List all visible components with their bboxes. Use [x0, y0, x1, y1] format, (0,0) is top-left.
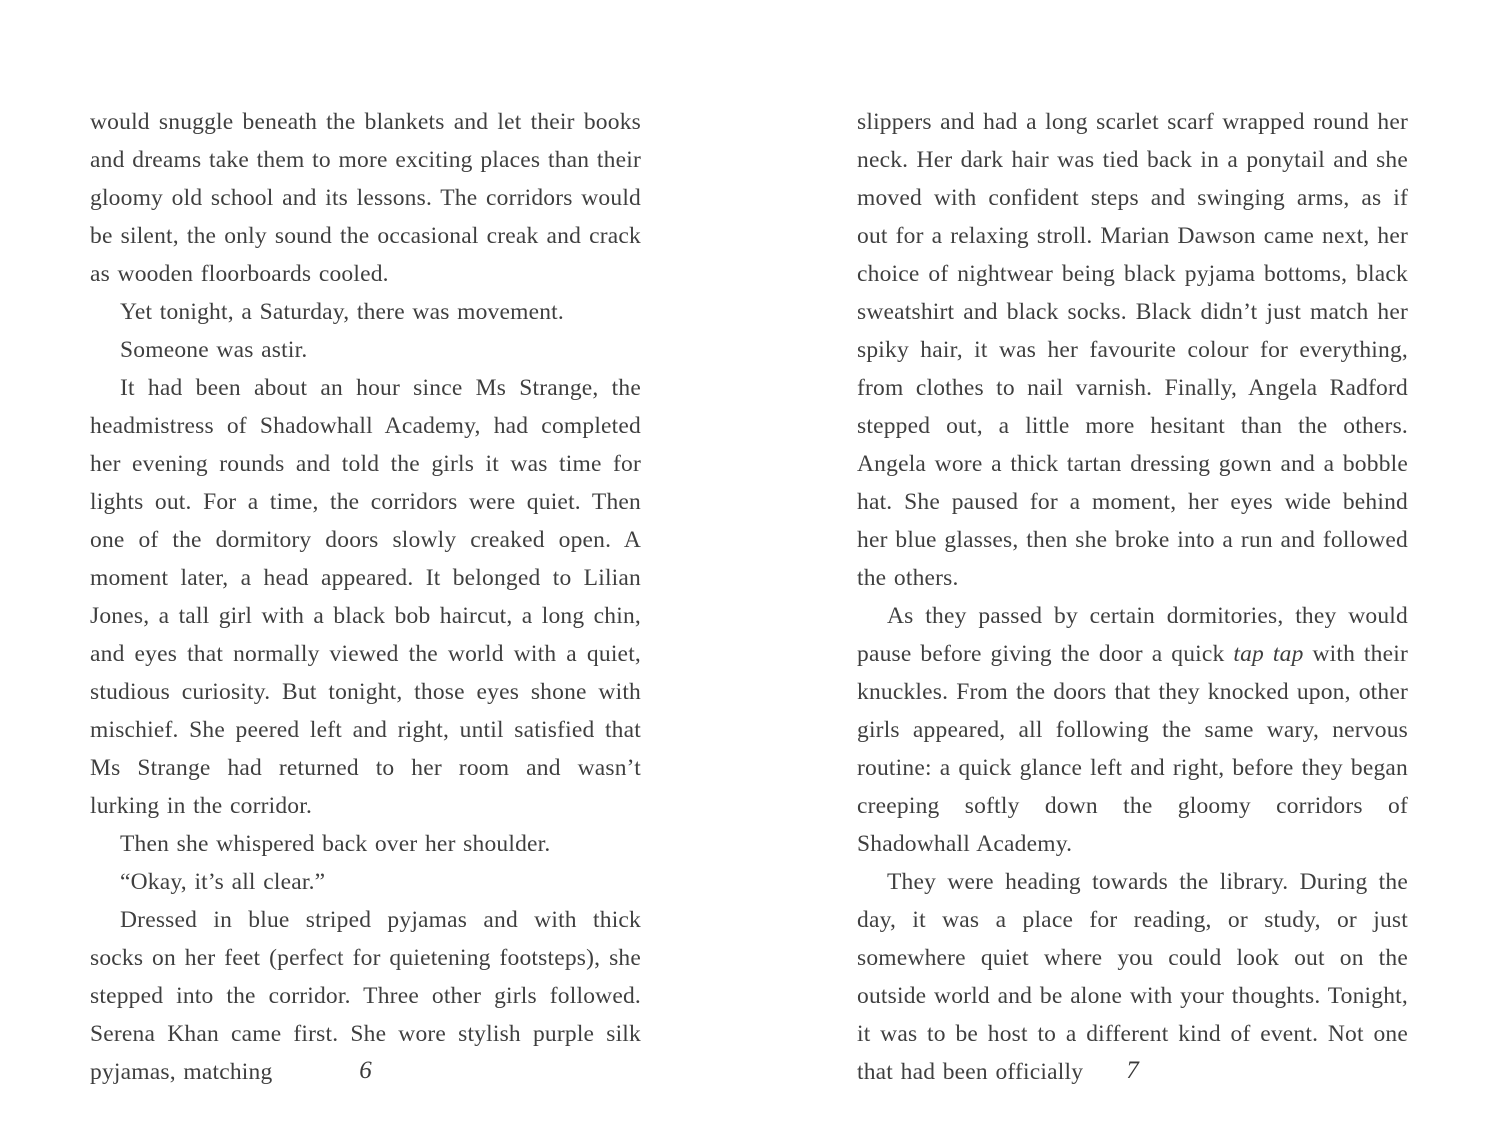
paragraph-text-italic: tap tap	[1233, 641, 1304, 667]
paragraph-text: Yet tonight, a Saturday, there was movement.	[120, 299, 564, 325]
paragraph-text: with their knuckles. From the doors that they knocked upon, other girls appeared, all following the same wary, nervous routine: a quick glance left and right, before they began creeping softly down the gloomy corridors of Shadowhall Academy.	[857, 641, 1408, 857]
left-page-text-column	[90, 103, 641, 1091]
paragraph-text: Then she whispered back over her shoulder.	[120, 831, 551, 857]
paragraph	[90, 825, 641, 863]
paragraph-text: slippers and had a long scarlet scarf wrapped round her neck. Her dark hair was tied back in a ponytail and she moved with confident steps and swinging arms, as if out for a relaxing stroll. Marian Dawson came next, her choice of nightwear being black pyjama bottoms, black sweatshirt and black socks. Black didn’t just match her spiky hair, it was her favourite colour for everything, from clothes to nail varnish. Finally, Angela Radford stepped out, a little more hesitant than the others. Angela wore a thick tartan dressing gown and a bobble hat. She paused for a moment, her eyes wide behind her blue glasses, then she broke into a run and followed the others.	[857, 109, 1408, 591]
paragraph	[90, 863, 641, 901]
paragraph-text: Someone was astir.	[120, 337, 308, 363]
paragraph	[90, 293, 641, 331]
paragraph-text: “Okay, it’s all clear.”	[120, 869, 326, 895]
paragraph	[90, 369, 641, 825]
paragraph	[857, 597, 1408, 863]
paragraph	[90, 331, 641, 369]
paragraph-text: It had been about an hour since Ms Strange, the headmistress of Shadowhall Academy, had completed her evening rounds and told the girls it was time for lights out. For a time, the corridors were quiet. Then one of the dormitory doors slowly creaked open. A moment later, a head appeared. It belonged to Lilian Jones, a tall girl with a black bob haircut, a long chin, and eyes that normally viewed the world with a quiet, studious curiosity. But tonight, those eyes shone with mischief. She peered left and right, until satisfied that Ms Strange had returned to her room and wasn’t lurking in the corridor.	[90, 375, 641, 819]
paragraph	[857, 103, 1408, 597]
right-page-text-column	[857, 103, 1408, 1091]
paragraph-text: They were heading towards the library. During the day, it was a place for reading, or study, or just somewhere quiet where you could look out on the outside world and be alone with your thoughts. Tonight, it was to be host to a different kind of event. Not one that had been officially	[857, 869, 1408, 1085]
paragraph	[90, 103, 641, 293]
left-page-number: 6	[359, 1057, 372, 1084]
right-page-number: 7	[1126, 1057, 1139, 1084]
paragraph-text: Dressed in blue striped pyjamas and with thick socks on her feet (perfect for quietening footsteps), she stepped into the corridor. Three other girls followed. Serena Khan came first. She wore stylish purple silk pyjamas, matching	[90, 907, 641, 1085]
paragraph-text: would snuggle beneath the blankets and let their books and dreams take them to more exciting places than their gloomy old school and its lessons. The corridors would be silent, the only sound the occasional creak and crack as wooden floorboards cooled.	[90, 109, 641, 287]
paragraph-text: As they passed by certain dormitories, they would pause before giving the door a quick	[857, 603, 1408, 667]
